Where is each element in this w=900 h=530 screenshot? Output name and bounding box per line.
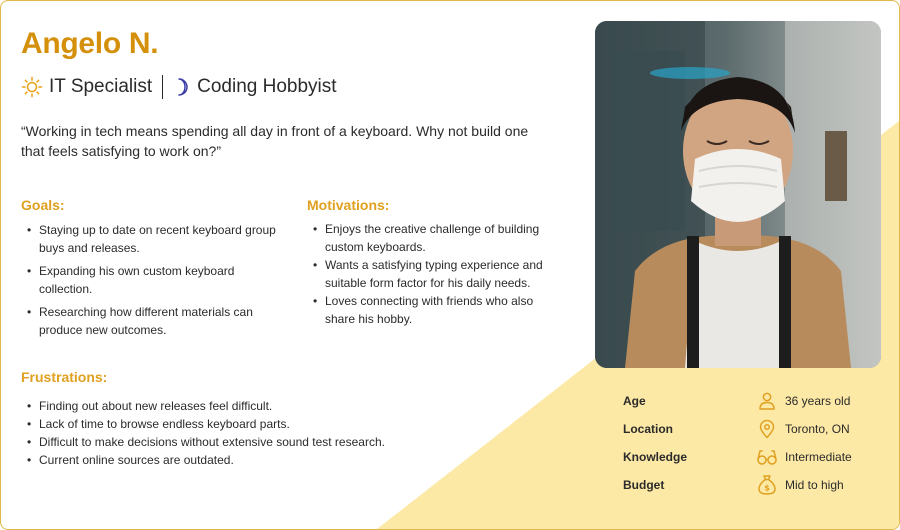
stat-location — [623, 415, 873, 443]
goals-list — [21, 221, 283, 344]
role-divider — [162, 75, 163, 99]
stat-label: Budget — [623, 478, 665, 492]
stat-value: Intermediate — [785, 450, 852, 464]
money-bag-icon — [753, 474, 781, 496]
frustration-item: • Finding out about new releases feel difficult. — [21, 397, 461, 415]
persona-photo — [595, 21, 881, 368]
goal-item: • Staying up to date on recent keyboard group buys and releases. — [21, 221, 283, 257]
frustration-item: • Current online sources are outdated. — [21, 451, 461, 469]
persona-roles — [21, 75, 337, 99]
motivations-list — [307, 220, 557, 328]
frustration-item: • Difficult to make decisions without extensive sound test research. — [21, 433, 461, 451]
stat-value: 36 years old — [785, 394, 851, 408]
stat-knowledge — [623, 443, 873, 471]
stat-budget — [623, 471, 873, 499]
motivation-item: • Enjoys the creative challenge of building custom keyboards. — [307, 220, 557, 256]
goal-item: • Expanding his own custom keyboard collection. — [21, 262, 283, 298]
person-icon — [753, 391, 781, 411]
frustration-item: • Lack of time to browse endless keyboard parts. — [21, 415, 461, 433]
stat-value: Toronto, ON — [785, 422, 850, 436]
stat-label: Age — [623, 394, 646, 408]
goals-title: Goals: — [21, 197, 65, 213]
frustrations-title: Frustrations: — [21, 369, 108, 385]
moon-icon — [173, 76, 191, 98]
motivations-title: Motivations: — [307, 197, 390, 213]
persona-name: Angelo N. — [21, 27, 159, 60]
stat-label: Knowledge — [623, 450, 688, 464]
persona-quote: “Working in tech means spending all day in front of a keyboard. Why not build one that feels satisfying to work on?” — [21, 123, 529, 159]
motivation-item: • Wants a satisfying typing experience and suitable form factor for his daily needs. — [307, 256, 557, 292]
frustrations-list — [21, 397, 461, 469]
location-pin-icon — [753, 419, 781, 439]
motivation-item: • Loves connecting with friends who also share his hobby. — [307, 292, 557, 328]
sun-icon — [21, 76, 43, 98]
stat-age — [623, 387, 873, 415]
role-it-specialist: IT Specialist — [49, 76, 153, 97]
persona-stats — [623, 387, 873, 499]
goal-item: • Researching how different materials can produce new outcomes. — [21, 303, 283, 339]
stat-value: Mid to high — [785, 478, 844, 492]
svg-text:$: $ — [764, 483, 770, 493]
glasses-icon — [753, 447, 781, 467]
role-coding-hobbyist: Coding Hobbyist — [197, 76, 337, 97]
stat-label: Location — [623, 422, 673, 436]
